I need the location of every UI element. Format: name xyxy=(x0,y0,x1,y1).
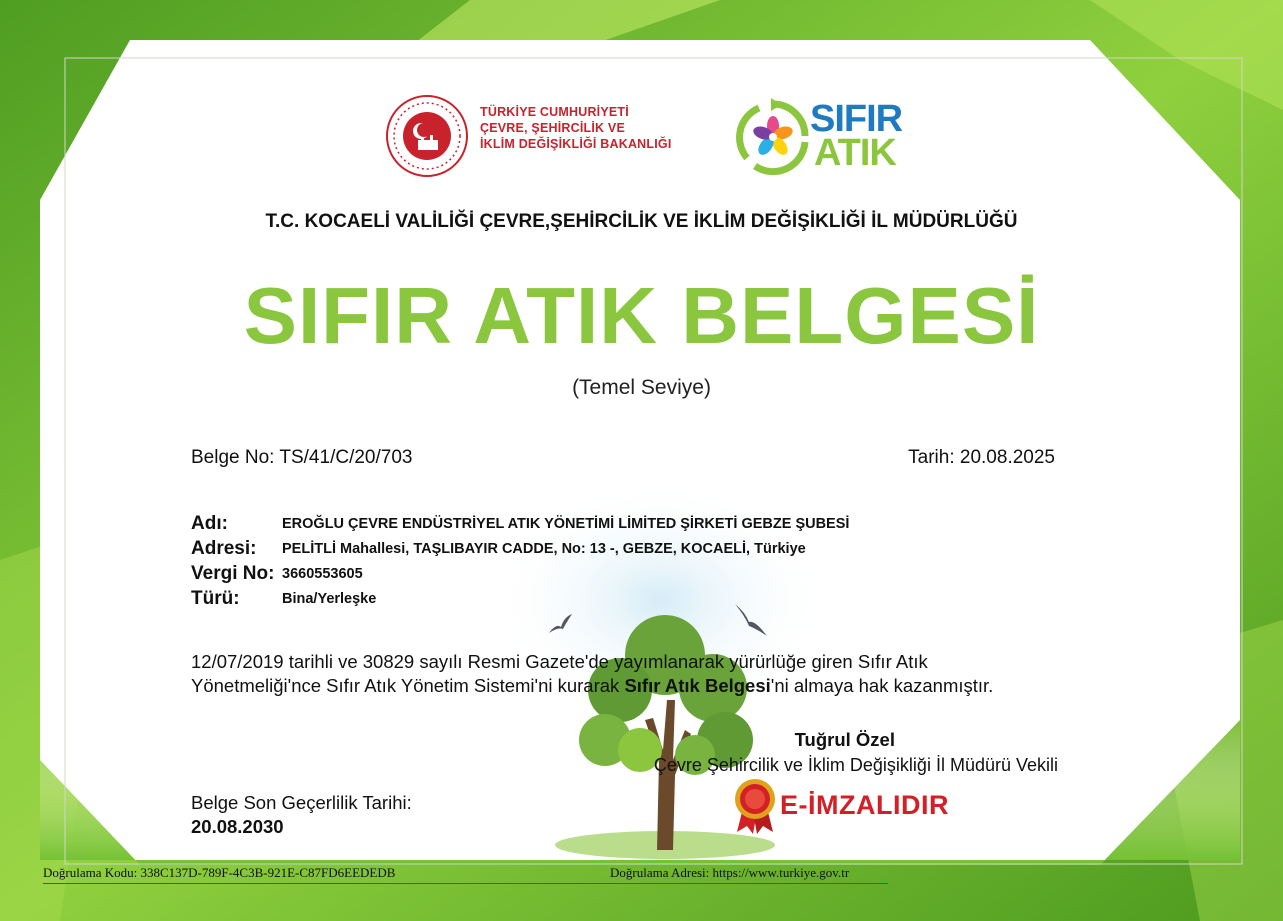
zero-waste-logo-word-1: SIFIR xyxy=(810,98,903,140)
certificate-level: (Temel Seviye) xyxy=(572,376,711,399)
field-label-name: Adı: xyxy=(191,513,228,534)
certificate-statement xyxy=(191,650,1051,698)
verification-divider xyxy=(43,883,888,884)
directorate-name: T.C. KOCAELİ VALİLİĞİ ÇEVRE,ŞEHİRCİLİK VE İKLİM DEĞİŞİKLİĞİ İL MÜDÜRLÜĞÜ xyxy=(265,211,1018,232)
field-label-address: Adresi: xyxy=(191,538,257,559)
field-value-name: EROĞLU ÇEVRE ENDÜSTRİYEL ATIK YÖNETİMİ LİMİTED ŞİRKETİ GEBZE ŞUBESİ xyxy=(282,516,850,532)
ministry-line-1: TÜRKİYE CUMHURİYETİ xyxy=(480,105,629,119)
bird-icon xyxy=(733,602,769,638)
ministry-line-3: İKLİM DEĞİŞİKLİĞİ BAKANLIĞI xyxy=(480,137,672,151)
issue-date: Tarih: 20.08.2025 xyxy=(908,447,1055,468)
field-label-type: Türü: xyxy=(191,588,240,609)
field-label-tax-no: Vergi No: xyxy=(191,563,275,584)
verification-code: Doğrulama Kodu: 338C137D-789F-4C3B-921E-C87FD6EEDEDB xyxy=(43,865,396,880)
statement-text: 12/07/2019 tarihli ve 30829 sayılı Resmi Gazete'de yayımlanarak yürürlüğe giren Sıfır Atık Yönetmeliği'nce Sıfır Atık Yönetim Sistemi'ni kurarak xyxy=(191,651,928,696)
rosette-icon xyxy=(733,778,777,834)
document-number: Belge No: TS/41/C/20/703 xyxy=(191,447,413,468)
statement-text-end: 'ni almaya hak kazanmıştır. xyxy=(770,675,994,696)
ministry-emblem-icon xyxy=(384,93,470,179)
field-value-tax-no: 3660553605 xyxy=(282,566,363,582)
certificate-title: SIFIR ATIK BELGESİ xyxy=(243,271,1040,360)
field-value-type: Bina/Yerleşke xyxy=(282,591,377,607)
ministry-name xyxy=(480,104,672,152)
e-signed-badge: E-İMZALIDIR xyxy=(780,790,949,820)
field-value-address: PELİTLİ Mahallesi, TAŞLIBAYIR CADDE, No: 13 -, GEBZE, KOCAELİ, Türkiye xyxy=(282,541,806,557)
verification-address[interactable]: Doğrulama Adresi: https://www.turkiye.gov.tr xyxy=(610,865,850,880)
ministry-line-2: ÇEVRE, ŞEHİRCİLİK VE xyxy=(480,121,625,135)
zero-waste-recycle-icon xyxy=(735,98,811,176)
signer-name: Tuğrul Özel xyxy=(794,729,895,750)
expiry-date: 20.08.2030 xyxy=(191,816,284,837)
bird-icon xyxy=(548,613,574,635)
statement-highlight: Sıfır Atık Belgesi xyxy=(624,675,771,696)
zero-waste-logo-word-2: ATIK xyxy=(814,132,896,174)
signer-title: Çevre Şehircilik ve İklim Değişikliği İl Müdürü Vekili xyxy=(653,755,1058,775)
expiry-label: Belge Son Geçerlilik Tarihi: xyxy=(191,792,412,813)
